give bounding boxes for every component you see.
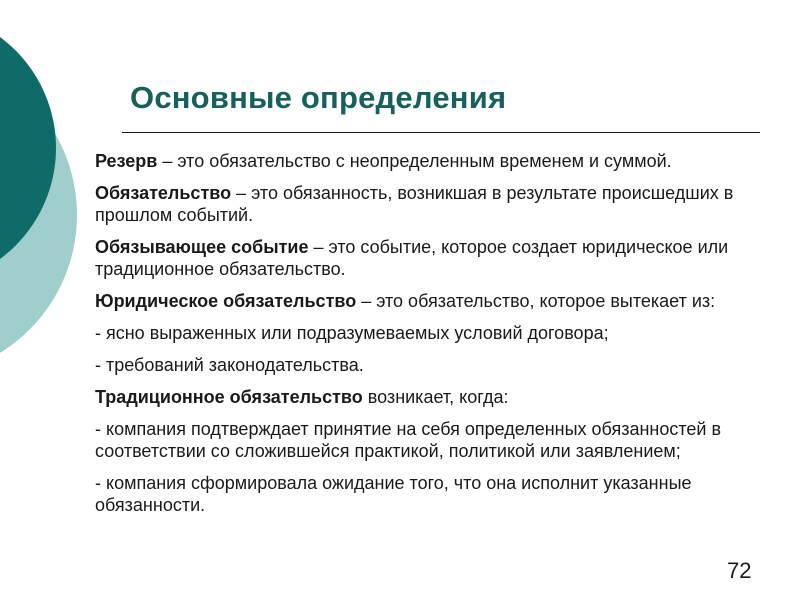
- definition-constructive-obligation: [95, 386, 735, 408]
- definitions-list: [95, 150, 735, 526]
- list-item: [95, 418, 735, 462]
- definition-legal-obligation: [95, 290, 735, 312]
- definition-text: – это обязательство, которое вытекает из:: [356, 291, 716, 311]
- definition-term: Юридическое обязательство: [95, 291, 357, 311]
- list-item-text: - компания подтверждает принятие на себя определенных обязанностей в соответствии со сложившейся практикой, политикой или заявлением;: [95, 419, 722, 461]
- definition-text: – это обязательство с неопределенным временем и суммой.: [157, 151, 672, 171]
- definition-term: Обязывающее событие: [95, 237, 309, 257]
- definition-text: возникает, когда:: [362, 387, 509, 407]
- page-number: 72: [727, 558, 752, 583]
- definition-term: Традиционное обязательство: [95, 387, 363, 407]
- list-item-text: - ясно выраженных или подразумеваемых условий договора;: [95, 323, 609, 343]
- list-item: [95, 322, 735, 344]
- list-item: [95, 472, 735, 516]
- definition-text: – это обязанность, возникшая в результате происшедших в прошлом событий.: [95, 183, 734, 225]
- definition-term: Обязательство: [95, 183, 232, 203]
- page-title: Основные определения: [130, 80, 507, 115]
- list-item-text: - требований законодательства.: [95, 355, 364, 375]
- title-divider: [122, 132, 760, 133]
- definition-obligation: [95, 182, 735, 226]
- list-item-text: - компания сформировала ожидание того, что она исполнит указанные обязанности.: [95, 473, 692, 515]
- definition-text: – это событие, которое создает юридическое или традиционное обязательство.: [95, 237, 729, 279]
- list-item: [95, 354, 735, 376]
- definition-obligating-event: [95, 236, 735, 280]
- definition-reserve: [95, 150, 735, 172]
- definition-term: Резерв: [95, 151, 158, 171]
